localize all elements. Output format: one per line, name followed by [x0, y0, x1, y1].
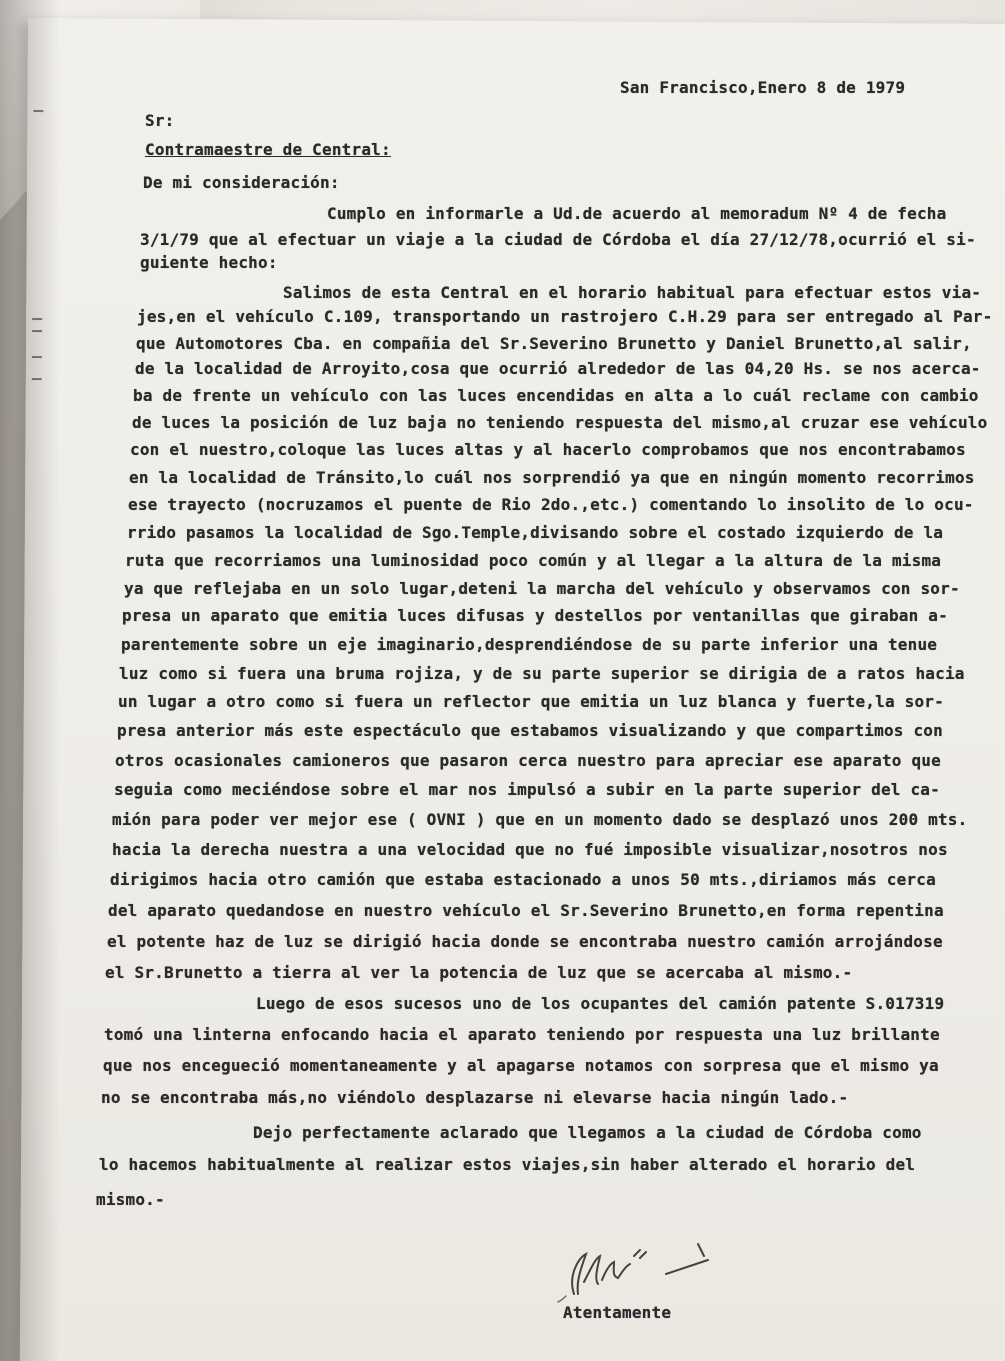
- body-line: un lugar a otro como si fuera un reflector que emitia un luz blanca y fuerte,la sor-: [118, 692, 944, 711]
- body-line: ya que reflejaba en un solo lugar,deteni la marcha del vehículo y observamos con sor-: [124, 579, 960, 598]
- salutation: Sr:: [145, 111, 175, 130]
- body-line: mión para poder ver mejor ese ( OVNI ) que en un momento dado se desplazó unos 200 mts.: [112, 810, 968, 829]
- body-line: Salimos de esta Central en el horario habitual para efectuar estos via-: [283, 283, 982, 302]
- date-line: San Francisco,Enero 8 de 1979: [620, 78, 906, 97]
- body-line: que Automotores Cba. en compañia del Sr.Severino Brunetto y Daniel Brunetto,al salir,: [136, 334, 972, 353]
- body-line: Cumplo en informarle a Ud.de acuerdo al memoradum Nº 4 de fecha: [327, 204, 947, 223]
- margin-mark: [33, 110, 43, 112]
- body-line: ba de frente un vehículo con las luces encendidas en alta a lo cuál reclame con cambio: [133, 386, 979, 405]
- margin-mark: [32, 378, 42, 380]
- body-line: de la localidad de Arroyito,cosa que ocurrió alrededor de las 04,20 Hs. se nos acerca-: [135, 359, 981, 378]
- body-line: dirigimos hacia otro camión que estaba estacionado a unos 50 mts.,diriamos más cerca: [110, 870, 936, 889]
- body-line: del aparato quedandose en nuestro vehículo el Sr.Severino Brunetto,en forma repentina: [108, 901, 944, 920]
- body-line: en la localidad de Tránsito,lo cuál nos sorprendió ya que en ningún momento recorrimos: [129, 468, 975, 487]
- body-line: presa un aparato que emitia luces difusas y destellos por ventanillas que giraban a-: [122, 606, 948, 625]
- closing: Atentamente: [563, 1303, 672, 1322]
- body-line: luz como si fuera una bruma rojiza, y de su parte superior se dirigia de a ratos hacia: [119, 664, 965, 683]
- body-line: mismo.-: [96, 1190, 165, 1209]
- body-line: el Sr.Brunetto a tierra al ver la potencia de luz que se acercaba al mismo.-: [105, 963, 853, 982]
- body-line: Luego de esos sucesos uno de los ocupantes del camión patente S.017319: [256, 994, 945, 1013]
- greeting: De mi consideración:: [143, 173, 340, 192]
- body-line: Dejo perfectamente aclarado que llegamos a la ciudad de Córdoba como: [253, 1123, 922, 1142]
- body-line: jes,en el vehículo C.109, transportando un rastrojero C.H.29 para ser entregado al Par-: [137, 307, 993, 326]
- body-line: el potente haz de luz se dirigió hacia donde se encontraba nuestro camión arrojándose: [107, 932, 943, 951]
- body-line: de luces la posición de luz baja no teniendo respuesta del mismo,al cruzar ese vehículo: [132, 413, 988, 432]
- body-line: guiente hecho:: [140, 253, 278, 272]
- body-line: seguia como meciéndose sobre el mar nos impulsó a subir en la parte superior del ca-: [114, 780, 940, 799]
- body-line: que nos encegueció momentaneamente y al apagarse notamos con sorpresa que el mismo ya: [103, 1056, 939, 1075]
- margin-mark: [32, 318, 42, 320]
- body-line: con el nuestro,coloque las luces altas y al hacerlo comprobamos que nos encontrabamos: [130, 440, 966, 459]
- margin-mark: [32, 356, 42, 358]
- margin-mark: [32, 330, 42, 332]
- recipient: Contramaestre de Central:: [145, 140, 391, 159]
- body-line: presa anterior más este espectáculo que estabamos visualizando y que compartimos con: [117, 721, 943, 740]
- body-line: otros ocasionales camioneros que pasaron cerca nuestro para apreciar ese aparato que: [115, 751, 941, 770]
- body-line: 3/1/79 que al efectuar un viaje a la ciudad de Córdoba el día 27/12/78,ocurrió el si-: [140, 230, 976, 249]
- body-line: tomó una linterna enfocando hacia el aparato teniendo por respuesta una luz brillante: [104, 1025, 940, 1044]
- body-line: lo hacemos habitualmente al realizar estos viajes,sin haber alterado el horario del: [99, 1155, 916, 1174]
- body-line: parentemente sobre un eje imaginario,desprendiéndose de su parte inferior una tenue: [121, 635, 938, 654]
- body-line: hacia la derecha nuestra a una velocidad que no fué imposible visualizar,nosotros nos: [112, 840, 948, 859]
- body-line: no se encontraba más,no viéndolo desplazarse ni elevarse hacia ningún lado.-: [101, 1088, 849, 1107]
- body-line: ruta que recorriamos una luminosidad poco común y al llegar a la altura de la misma: [125, 551, 942, 570]
- handwritten-signature: [548, 1236, 728, 1306]
- body-line: rrido pasamos la localidad de Sgo.Temple,divisando sobre el costado izquierdo de la: [127, 523, 944, 542]
- body-line: ese trayecto (nocruzamos el puente de Rio 2do.,etc.) comentando lo insolito de lo ocu-: [128, 495, 974, 514]
